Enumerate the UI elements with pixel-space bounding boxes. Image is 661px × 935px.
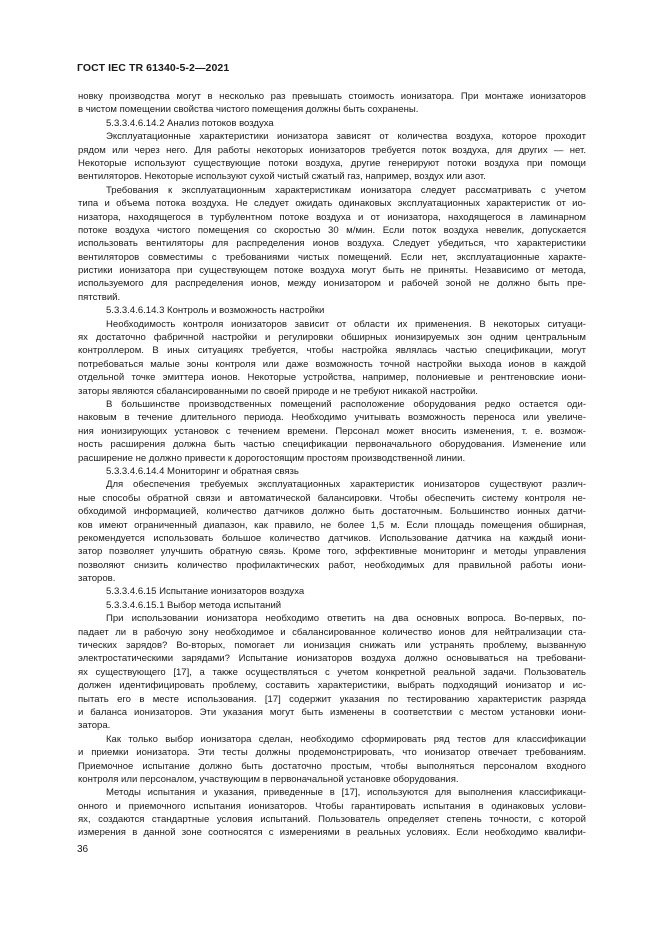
text-line: Некоторые используют существующие потоки воздуха, другие генерируют потоки воздуха при помощи [78, 157, 586, 169]
text-line: пятствий. [78, 291, 121, 303]
text-line: отдельной точке эмиттера ионов. Некоторые устройства, например, полониевые и рентгеновские иони- [78, 372, 586, 384]
text-line: Необходимость контроля ионизаторов зависит от области их применения. В некоторых ситуаци- [106, 318, 586, 330]
text-line: ях достаточно фабричной настройки и регулировки обширных ионизируемых зон одним центральным [78, 332, 586, 344]
text-line: позволяют снизить количество профилактических работ, необходимых для правильной работы иони- [78, 559, 586, 571]
text-line: вентиляторов. Некоторые используют сухой чистый сжатый газ, например, воздух или азот. [78, 171, 486, 183]
document-body [78, 90, 586, 840]
text-line: затор позволяет улучшить обратную связь. Кроме того, эффективные мониторинг и методы управления [78, 546, 586, 558]
text-line: измерения в данной зоне соотносятся с измерениями в реальных условиях. Если необходимо квалифи- [78, 827, 586, 839]
text-line: онного и приемочного испытания ионизаторов. Чтобы гарантировать испытания в одинаковых услови- [78, 800, 586, 812]
text-line: используемого для распределения ионов, между ионизатором и рабочей зоной не должно быть пре- [78, 278, 586, 290]
text-line: 5.3.3.4.6.14.2 Анализ потоков воздуха [106, 117, 274, 129]
text-line: пытать его в месте использования. [17] содержит указания по тестированию характеристик разряда [78, 693, 586, 705]
text-line: Как только выбор ионизатора сделан, необходимо сформировать ряд тестов для классификации [106, 733, 586, 745]
page-number: 36 [77, 844, 89, 855]
document-header: ГОСТ IEC TR 61340-5-2—2021 [77, 62, 230, 74]
text-line: ристики ионизатора при существующем потоке воздуха могут быть не приняты. Независимо от метода, [78, 265, 586, 277]
text-line: использовать вентиляторы для распределения ионов воздуха. Следует убедиться, что характеристики [78, 238, 586, 250]
text-line: Приемочное испытание должно быть достаточно простым, чтобы выполняться персоналом входного [78, 760, 586, 772]
text-line: рекомендуется использовать большое количество датчиков. Использование датчика на каждый иони- [78, 532, 586, 544]
text-line: 5.3.3.4.6.15 Испытание ионизаторов воздуха [106, 586, 305, 598]
text-line: Для обеспечения требуемых эксплуатационных характеристик ионизаторов существуют различ- [106, 479, 586, 491]
text-line: ные способы обратной связи и автоматической балансировки. Чтобы обеспечить систему контроля не- [78, 492, 586, 504]
text-line: ность расширения должна быть частью спецификации первоначального оборудования. Изменение или [78, 439, 586, 451]
text-line: и приемки ионизатора. Эти тесты должны продемонстрировать, что ионизатор отвечает требованиям. [78, 747, 586, 759]
text-line: ях, создаются стандартные условия испытаний. Пользователь определяет степень точности, с которой [78, 814, 586, 826]
text-line: затора. [78, 720, 111, 732]
text-line: контроллером. В иных ситуациях требуется, чтобы настройка являлась частью спецификации, могут [78, 345, 586, 357]
text-line: заторов. [78, 573, 116, 585]
text-line: тических зарядов? Во-вторых, помогает ли ионизация снижать или устранять проблему, вызванную [78, 640, 586, 652]
text-line: контроля или персоналом, участвующим в первоначальной установке оборудования. [78, 773, 459, 785]
text-line: в чистом помещении свойства чистого помещения должны быть сохранены. [78, 104, 419, 116]
text-line: обходимой информацией, количество датчиков должно быть достаточным. Большинство ионных датчи- [78, 506, 586, 518]
text-line: типа и объема потока воздуха. Не следует ожидать одинаковых эксплуатационных характеристик от ио- [78, 198, 586, 210]
text-line: ях существующего [17], а также осуществляться с учетом конкретной реальной задачи. Пользователь [78, 666, 586, 678]
text-line: 5.3.3.4.6.14.4 Мониторинг и обратная связь [106, 465, 299, 477]
text-line: наковым в течение длительного периода. Необходимо учитывать возможность переноса или увеличе- [78, 412, 586, 424]
text-line: расширение не должно привести к дорогостоящим простоям производственной линии. [78, 452, 466, 464]
text-line: и баланса ионизаторов. Эти указания могут быть изменены в соответствии с местом установки иони- [78, 706, 586, 718]
text-line: новку производства могут в несколько раз превышать стоимость ионизатора. При монтаже ионизаторов [78, 91, 586, 102]
text-line: заторы являются сбалансированными по своей природе и не требуют никакой настройки. [78, 385, 478, 397]
text-line: ков имеют ограниченный диапазон, как правило, не более 1,5 м. Если площадь помещения обширная, [78, 519, 586, 531]
text-line: 5.3.3.4.6.14.3 Контроль и возможность настройки [106, 305, 325, 317]
text-line: потребоваться малые зоны контроля или даже возможность точной настройки выхода ионов в каждой [78, 358, 586, 370]
text-line: 5.3.3.4.6.15.1 Выбор метода испытаний [106, 599, 282, 611]
text-line: В большинстве производственных помещений расположение оборудования редко остается оди- [106, 398, 586, 410]
text-line: должен идентифицировать проблему, составить характеристики, выбрать подходящий ионизатор и ис- [78, 680, 586, 692]
text-line: При использовании ионизатора необходимо ответить на два основных вопроса. Во-первых, по- [106, 613, 586, 625]
text-line: Эксплуатационные характеристики ионизатора зависят от количества воздуха, которое проходит [106, 131, 586, 143]
text-line: ния ионизирующих установок с течением времени. Персонал может вносить изменения, т. е. возмож- [78, 425, 586, 437]
text-line: потоке воздуха чистого помещения со скоростью 30 м/мин. Если поток воздуха невелик, допускается [78, 224, 586, 236]
text-line: рядом или через него. Для работы некоторых ионизаторов требуется поток воздуха, для других — нет. [78, 144, 586, 156]
text-line: вентиляторов совместимы с требованиями чистых помещений. Если нет, эксплуатационные характе- [78, 251, 586, 263]
text-line: Методы испытания и указания, приведенные в [17], используются для выполнения классификаци- [106, 787, 586, 799]
text-line: Требования к эксплуатационным характеристикам ионизатора следует рассматривать с учетом [106, 184, 586, 196]
text-line: низатора, находящегося в турбулентном потоке воздуха и от ионизатора, находящегося в ламинарном [78, 211, 586, 223]
text-line: электростатическими зарядами? Испытание ионизаторов воздуха должно основываться на требовани- [78, 653, 586, 665]
text-line: падает ли в рабочую зону необходимое и сбалансированное количество ионов для нейтрализации ста- [78, 626, 586, 638]
